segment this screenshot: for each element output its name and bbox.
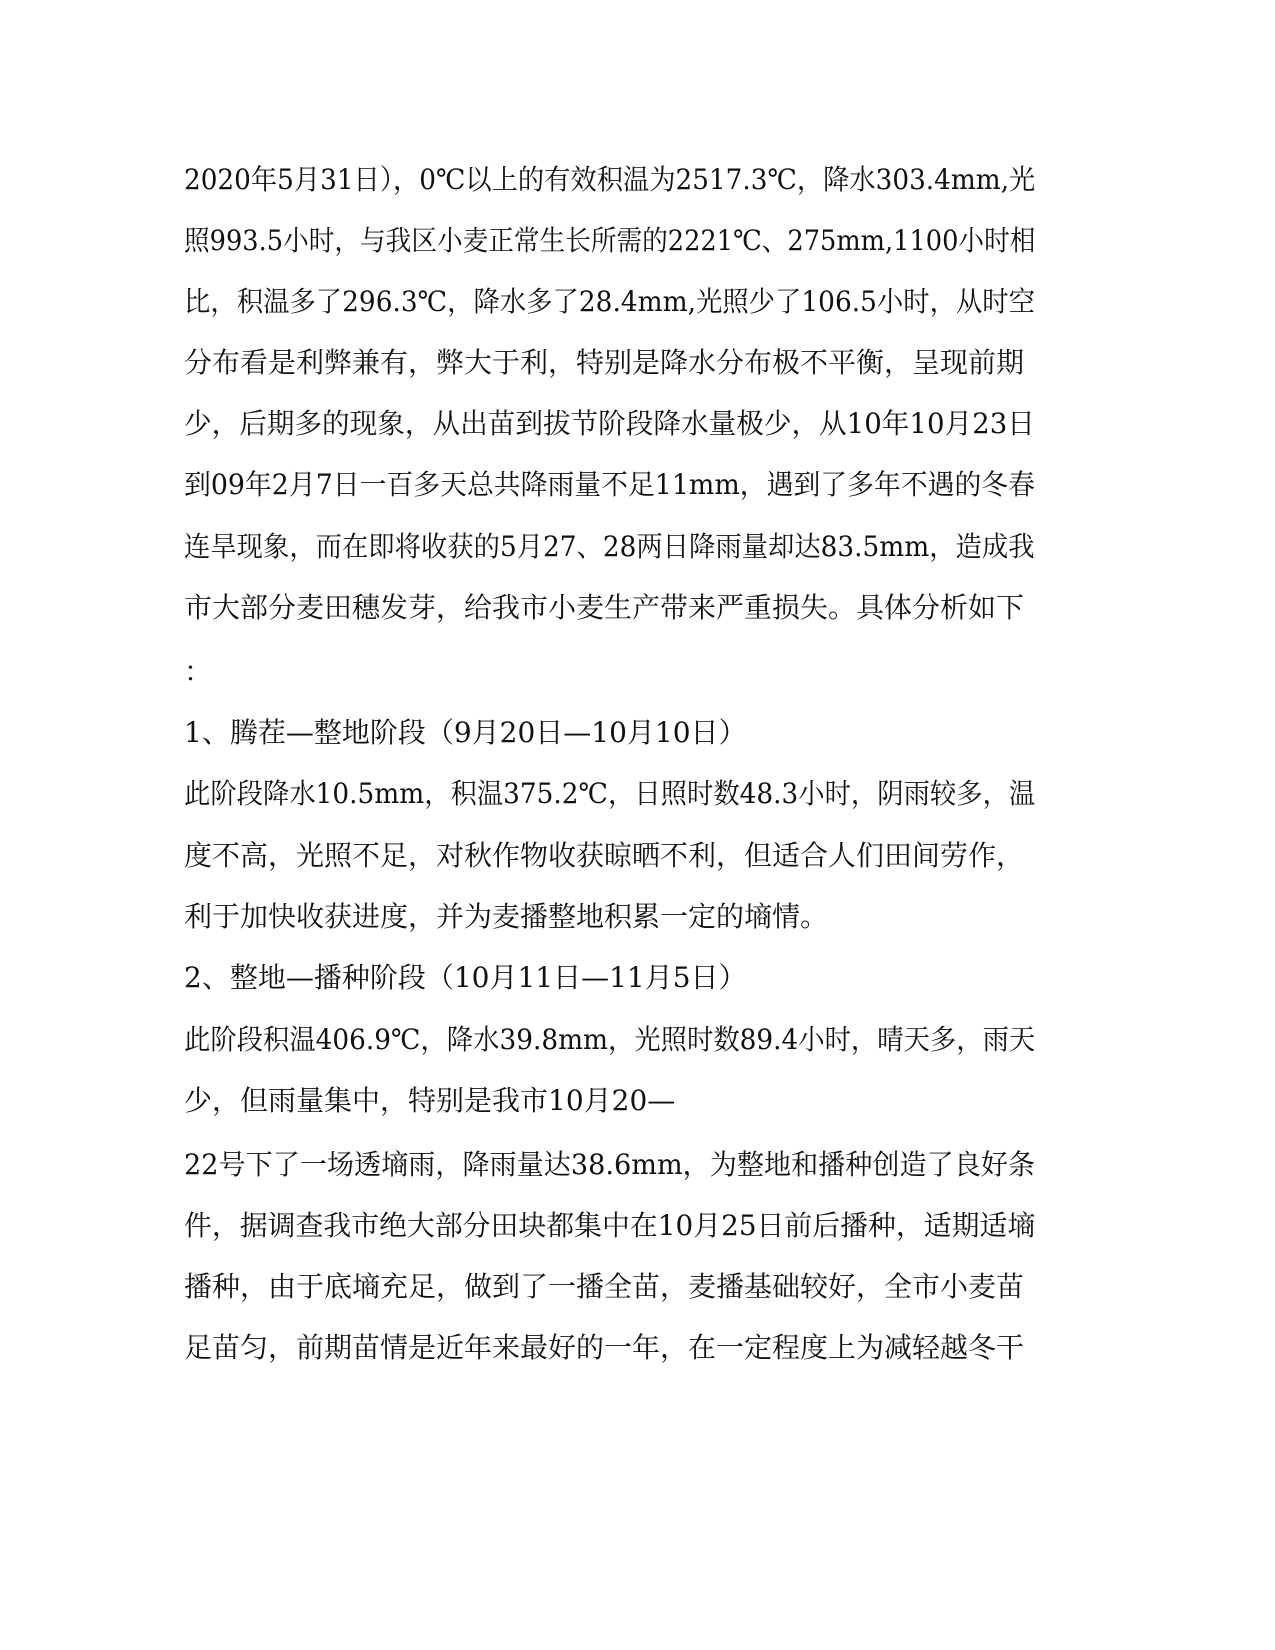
section-heading: 2、整地—播种阶段（10月11日—11月5日）: [184, 961, 747, 994]
body-text-line: ：: [184, 655, 213, 688]
body-text-line: 少，但雨量集中，特别是我市10月20—: [184, 1084, 676, 1117]
body-text-line: 播种，由于底墒充足，做到了一播全苗，麦播基础较好，全市小麦苗: [184, 1270, 1025, 1303]
body-text-line: 少，后期多的现象，从出苗到拔节阶段降水量极少，从10年10月23日: [184, 407, 1035, 440]
body-text-line: 此阶段积温406.9℃，降水39.8mm，光照时数89.4小时，晴天多，雨天: [184, 1023, 1036, 1056]
body-text-line: 22号下了一场透墒雨，降雨量达38.6mm，为整地和播种创造了良好条: [184, 1148, 1036, 1181]
body-text-line: 连旱现象，而在即将收获的5月27、28两日降雨量却达83.5mm，造成我: [184, 530, 1035, 563]
body-text-line: 照993.5小时，与我区小麦正常生长所需的2221℃、275mm,1100小时相: [184, 224, 1036, 257]
body-text-line: 利于加快收获进度，并为麦播整地积累一定的墒情。: [184, 900, 829, 933]
body-text-line: 足苗匀，前期苗情是近年来最好的一年，在一定程度上为减轻越冬干: [184, 1331, 1025, 1364]
body-text-line: 比，积温多了296.3℃，降水多了28.4mm,光照少了106.5小时，从时空: [184, 285, 1036, 318]
body-text-line: 度不高，光照不足，对秋作物收获晾晒不利，但适合人们田间劳作，: [184, 839, 1025, 872]
body-text-line: 2020年5月31日），0℃以上的有效积温为2517.3℃，降水303.4mm,光: [184, 163, 1036, 196]
body-text-line: 件，据调查我市绝大部分田块都集中在10月25日前后播种，适期适墒: [184, 1209, 1036, 1242]
body-text-line: 到09年2月7日一百多天总共降雨量不足11mm，遇到了多年不遇的冬春: [184, 468, 1035, 501]
body-text-line: 分布看是利弊兼有，弊大于利，特别是降水分布极不平衡，呈现前期: [184, 346, 1025, 379]
body-text-line: 市大部分麦田穗发芽，给我市小麦生产带来严重损失。具体分析如下: [184, 591, 1025, 624]
body-text-line: 此阶段降水10.5mm，积温375.2℃，日照时数48.3小时，阴雨较多，温: [184, 777, 1036, 810]
section-heading: 1、腾茬—整地阶段（9月20日—10月10日）: [184, 716, 747, 749]
